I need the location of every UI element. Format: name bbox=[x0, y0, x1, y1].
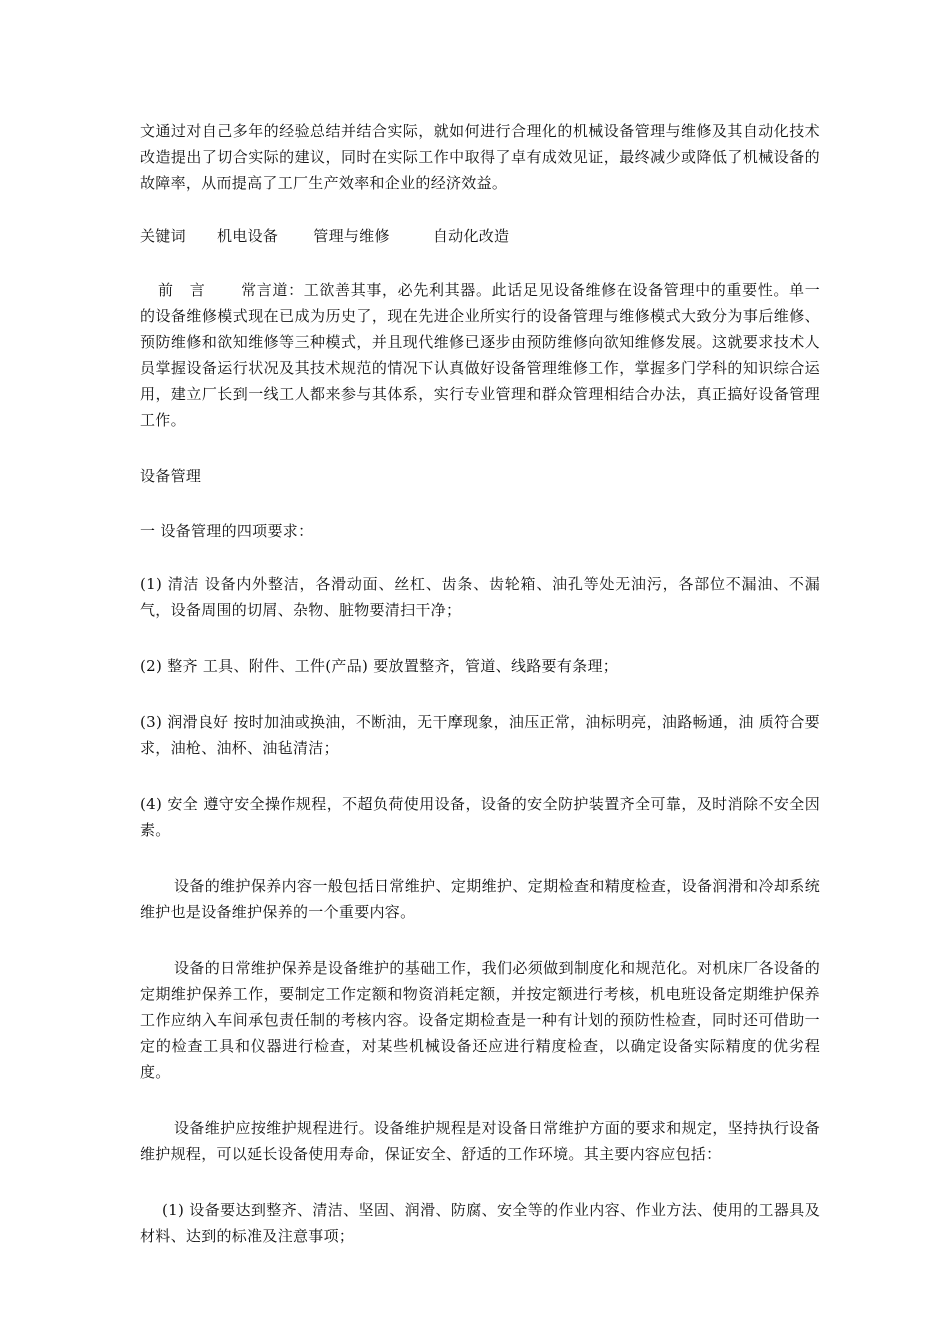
keyword-item: 管理与维修 bbox=[313, 227, 390, 245]
requirement-item: (2) 整齐 工具、附件、工件(产品) 要放置整齐，管道、线路要有条理； bbox=[140, 657, 619, 675]
intro-heading: 前 言 bbox=[158, 281, 211, 299]
procedure-item: (1) 设备要达到整齐、清洁、坚固、润滑、防腐、安全等的作业内容、作业方法、使用的工器具及材料、达到的标准及注意事项； bbox=[140, 1201, 820, 1245]
keywords-line bbox=[140, 223, 820, 249]
intro-paragraph bbox=[140, 277, 820, 433]
body-paragraph: 设备的维护保养内容一般包括日常维护、定期维护、定期检查和精度检查，设备润滑和冷却系统维护也是设备维护保养的一个重要内容。 bbox=[140, 877, 820, 921]
requirement-item: (4) 安全 遵守安全操作规程，不超负荷使用设备，设备的安全防护装置齐全可靠，及时消除不安全因素。 bbox=[140, 795, 820, 839]
intro-text: 常言道：工欲善其事，必先利其器。此话足见设备维修在设备管理中的重要性。单一的设备维修模式现在已成为历史了，现在先进企业所实行的设备管理与维修模式大致分为事后维修、预防维修和欲知维修等三种模式，并且现代维修已逐步由预防维修向欲知维修发展。这就要求技术人员掌握设备运行状况及其技术规范的情况下认真做好设备管理维修工作，掌握多门学科的知识综合运用，建立厂长到一线工人都来参与其体系，实行专业管理和群众管理相结合办法，真正搞好设备管理工作。 bbox=[140, 281, 820, 429]
keyword-item: 自动化改造 bbox=[432, 227, 510, 245]
keyword-item: 机电设备 bbox=[216, 227, 279, 245]
keywords-label: 关键词 bbox=[140, 227, 186, 245]
body-paragraph: 设备的日常维护保养是设备维护的基础工作，我们必须做到制度化和规范化。对机床厂各设备的定期维护保养工作，要制定工作定额和物资消耗定额，并按定额进行考核，机电班设备定期维护保养工作应纳入车间承包责任制的考核内容。设备定期检查是一种有计划的预防性检查，同时还可借助一定的检查工具和仪器进行检查，对某些机械设备还应进行精度检查，以确定设备实际精度的优劣程度。 bbox=[140, 959, 820, 1081]
body-paragraph: 设备维护应按维护规程进行。设备维护规程是对设备日常维护方面的要求和规定，坚持执行设备维护规程，可以延长设备使用寿命，保证安全、舒适的工作环境。其主要内容应包括： bbox=[140, 1119, 820, 1163]
abstract-paragraph: 文通过对自己多年的经验总结并结合实际，就如何进行合理化的机械设备管理与维修及其自动化技术改造提出了切合实际的建议，同时在实际工作中取得了卓有成效见证，最终减少或降低了机械设备的故障率，从而提高了工厂生产效率和企业的经济效益。 bbox=[140, 122, 820, 192]
requirement-item: (3) 润滑良好 按时加油或换油，不断油，无干摩现象，油压正常，油标明亮，油路畅通，油 质符合要求，油枪、油杯、油毡清洁； bbox=[140, 713, 820, 757]
document-body bbox=[140, 118, 820, 1249]
requirement-item: (1) 清洁 设备内外整洁，各滑动面、丝杠、齿条、齿轮箱、油孔等处无油污，各部位不漏油、不漏气，设备周围的切屑、杂物、脏物要清扫干净； bbox=[140, 575, 820, 619]
section-title: 设备管理 bbox=[140, 467, 202, 485]
subsection-title: 一 设备管理的四项要求： bbox=[140, 522, 314, 540]
